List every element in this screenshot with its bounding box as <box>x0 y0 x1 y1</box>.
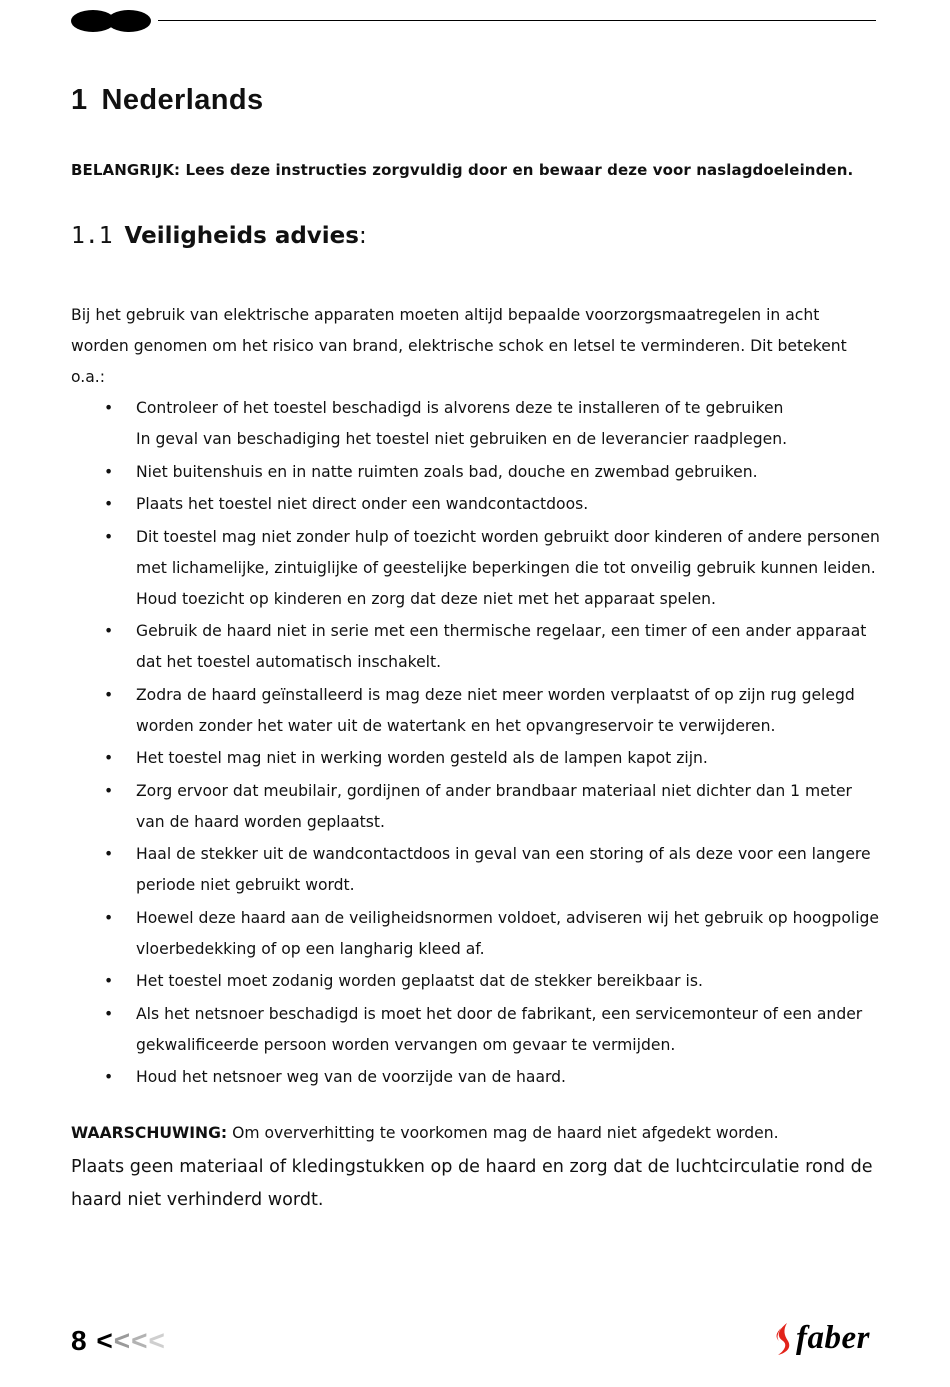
list-item-text: Controleer of het toestel beschadigd is alvorens deze te installeren of te gebruiken <box>136 399 784 417</box>
list-item-text-continued: In geval van beschadiging het toestel niet gebruiken en de leverancier raadplegen. <box>136 430 788 448</box>
list-item <box>71 903 881 965</box>
chapter-title: Nederlands <box>101 84 264 116</box>
list-item-text: Het toestel mag niet in werking worden gesteld als de lampen kapot zijn. <box>136 749 708 767</box>
faber-logo <box>772 1320 882 1360</box>
bullet-dot: • <box>104 908 114 927</box>
bullet-dot: • <box>104 781 114 800</box>
list-item <box>71 680 881 742</box>
list-item <box>71 393 881 455</box>
back-arrow-3: < <box>131 1325 149 1356</box>
bullet-dot: • <box>104 622 114 640</box>
bullet-dot: • <box>104 1004 114 1023</box>
bullet-dot: • <box>104 399 114 417</box>
warning-label: WAARSCHUWING: <box>71 1124 228 1142</box>
bullet-dot: • <box>104 462 114 481</box>
header-ovals-decoration <box>71 10 151 34</box>
logo-wordmark: faber <box>796 1320 870 1356</box>
section-heading <box>71 223 367 249</box>
oval-right <box>107 10 151 32</box>
back-arrow-2: < <box>113 1325 132 1356</box>
list-item-text: Zodra de haard geïnstalleerd is mag deze niet meer worden verplaatst of op zijn rug gelegd worden zonder het water uit de watertank en het opvangreservoir te verwijderen. <box>136 685 855 735</box>
list-item <box>71 966 881 997</box>
bullet-dot: • <box>104 972 114 990</box>
back-arrow-1[interactable]: < <box>96 1325 114 1356</box>
list-item-text: Dit toestel mag niet zonder hulp of toezicht worden gebruikt door kinderen of andere personen met lichamelijke, zintuiglijke of geestelijke beperkingen die tot onveilig gebruik kunnen leiden. Houd toezicht op kinderen en zorg dat deze niet met het apparaat spelen. <box>136 527 880 608</box>
important-notice: BELANGRIJK: Lees deze instructies zorgvuldig door en bewaar deze voor naslagdoeleinden. <box>71 161 854 179</box>
list-item <box>71 743 881 774</box>
list-item-text: Het toestel moet zodanig worden geplaatst dat de stekker bereikbaar is. <box>136 972 703 990</box>
list-item-text: Als het netsnoer beschadigd is moet het door de fabrikant, een servicemonteur of een ander gekwalificeerde persoon worden vervangen om gevaar te vermijden. <box>136 1004 863 1054</box>
list-item-text: Hoewel deze haard aan de veiligheidsnormen voldoet, adviseren wij het gebruik op hoogpolige vloerbedekking of op een langharig kleed af. <box>136 908 880 958</box>
list-item-text: Houd het netsnoer weg van de voorzijde van de haard. <box>136 1068 567 1086</box>
section-title: Veiligheids advies <box>124 223 359 249</box>
list-item-text: Gebruik de haard niet in serie met een thermische regelaar, een timer of een ander apparaat dat het toestel automatisch inschakelt. <box>136 622 867 671</box>
list-item <box>71 999 881 1061</box>
bullet-dot: • <box>104 495 114 513</box>
list-item <box>71 522 881 615</box>
flame-icon <box>772 1322 796 1358</box>
list-item-text: Niet buitenshuis en in natte ruimten zoals bad, douche en zwembad gebruiken. <box>136 462 758 481</box>
list-item <box>71 489 881 520</box>
chapter-number: 1 <box>71 84 88 116</box>
bullet-dot: • <box>104 1068 114 1086</box>
chapter-heading <box>71 84 263 117</box>
page-footer-nav <box>71 1325 166 1357</box>
section-colon: : <box>358 223 367 249</box>
bullet-dot: • <box>104 527 114 546</box>
section-number: 1.1 <box>71 223 113 249</box>
list-item-text: Haal de stekker uit de wandcontactdoos in geval van een storing of als deze voor een langere periode niet gebruikt wordt. <box>136 845 871 894</box>
warning-line <box>71 1121 779 1146</box>
header-rule <box>158 20 876 21</box>
intro-paragraph: Bij het gebruik van elektrische apparaten moeten altijd bepaalde voorzorgsmaatregelen in acht worden genomen om het risico van brand, elektrische schok en letsel te verminderen. Dit betekent o.a.: <box>71 306 847 386</box>
list-item <box>71 839 881 901</box>
safety-list <box>71 393 881 1095</box>
list-item-text: Zorg ervoor dat meubilair, gordijnen of ander brandbaar materiaal niet dichter dan 1 meter van de haard worden geplaatst. <box>136 781 852 831</box>
warning-text: Om oververhitting te voorkomen mag de haard niet afgedekt worden. <box>227 1124 779 1142</box>
bullet-dot: • <box>104 749 114 767</box>
bullet-dot: • <box>104 685 114 704</box>
back-arrow-4: < <box>148 1325 166 1356</box>
bullet-dot: • <box>104 845 114 863</box>
warning-note: Plaats geen materiaal of kledingstukken op de haard en zorg dat de luchtcirculatie rond de haard niet verhinderd wordt. <box>71 1157 873 1210</box>
list-item <box>71 457 881 488</box>
list-item <box>71 776 881 838</box>
list-item <box>71 1062 881 1093</box>
list-item <box>71 616 881 678</box>
list-item-text: Plaats het toestel niet direct onder een wandcontactdoos. <box>136 495 589 513</box>
page-number: 8 <box>71 1325 88 1356</box>
